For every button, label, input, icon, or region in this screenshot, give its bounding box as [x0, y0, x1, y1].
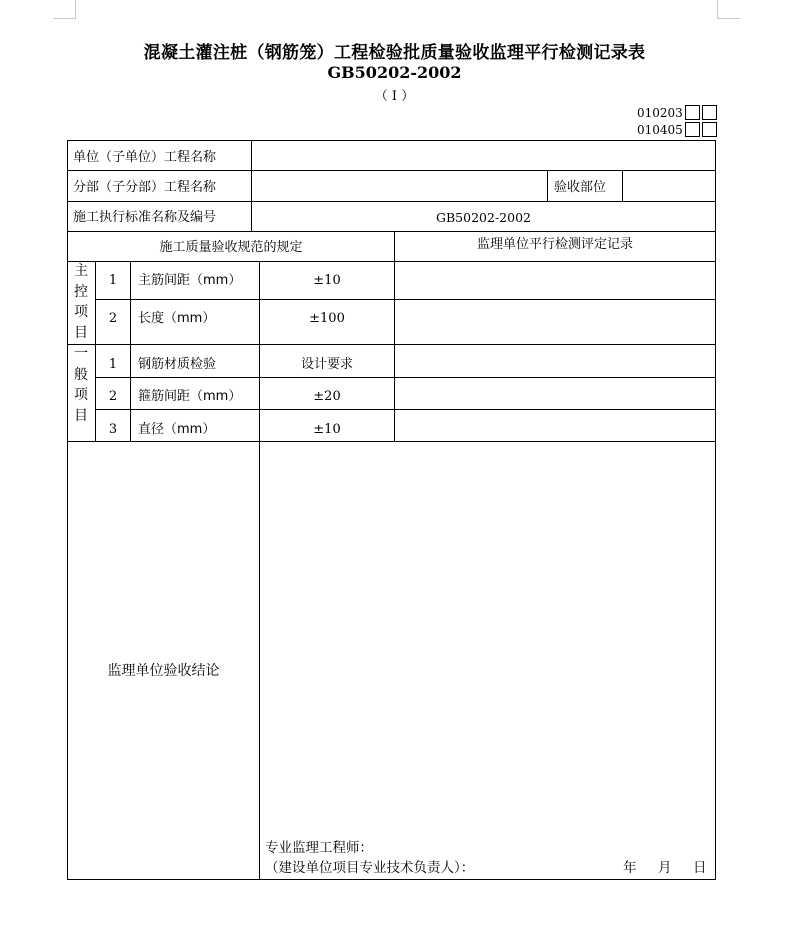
general-item-name: 直径（mm）	[138, 422, 216, 437]
crop-mark-top-left	[53, 0, 76, 19]
code-box[interactable]	[702, 105, 717, 120]
general-item-spec: ±20	[313, 389, 341, 404]
standard-label: 施工执行标准名称及编号	[73, 210, 217, 225]
date-month: 月	[658, 860, 672, 876]
record-column-header: 监理单位平行检测评定记录	[476, 237, 633, 252]
engineer-label: 专业监理工程师：	[265, 840, 373, 856]
main-item-name: 长度（mm）	[138, 311, 216, 326]
general-item-spec: ±10	[313, 422, 341, 437]
owner-label: （建设单位项目专业技术负责人）：	[265, 860, 475, 876]
general-items-group-label: 一 般 项 目	[74, 346, 88, 424]
roman-numeral: （ I ）	[374, 89, 415, 104]
sub-project-label: 分部（子分部）工程名称	[73, 180, 217, 195]
code-row-1	[637, 104, 717, 121]
code-box[interactable]	[702, 122, 717, 137]
main-item-spec: ±10	[313, 273, 341, 288]
form-code: 010405	[637, 122, 683, 137]
document-title: 混凝土灌注桩（钢筋笼）工程检验批质量验收监理平行检测记录表	[143, 43, 646, 63]
general-item-name: 钢筋材质检验	[138, 357, 217, 372]
unit-project-field[interactable]	[252, 141, 714, 170]
date-year: 年	[623, 860, 637, 876]
general-item-no: 2	[108, 389, 118, 404]
general-item-spec: 设计要求	[300, 357, 353, 372]
general-item-record-field[interactable]	[395, 410, 715, 441]
main-item-no: 2	[108, 311, 118, 326]
main-item-name: 主筋间距（mm）	[138, 273, 242, 288]
acceptance-part-label: 验收部位	[554, 180, 607, 195]
main-item-record-field[interactable]	[395, 300, 715, 344]
date-day: 日	[693, 860, 707, 876]
acceptance-part-field[interactable]	[623, 171, 715, 201]
main-items-group-label: 主 控 项 目	[74, 263, 88, 341]
main-item-record-field[interactable]	[395, 262, 715, 299]
code-row-2	[637, 121, 717, 138]
spec-column-header: 施工质量验收规范的规定	[159, 240, 303, 255]
general-item-no: 3	[108, 422, 118, 437]
general-item-record-field[interactable]	[395, 378, 715, 409]
code-box[interactable]	[685, 122, 700, 137]
sub-project-field[interactable]	[252, 171, 547, 201]
conclusion-label: 监理单位验收结论	[107, 663, 220, 679]
code-box[interactable]	[685, 105, 700, 120]
standard-value: GB50202-2002	[436, 210, 531, 225]
main-item-spec: ±100	[309, 311, 345, 326]
general-item-no: 1	[108, 357, 118, 372]
general-item-record-field[interactable]	[395, 345, 715, 377]
conclusion-field[interactable]	[260, 442, 715, 832]
main-item-no: 1	[108, 273, 118, 288]
form-code: 010203	[637, 105, 683, 120]
unit-project-label: 单位（子单位）工程名称	[73, 150, 217, 165]
crop-mark-top-right	[717, 0, 740, 19]
general-item-name: 箍筋间距（mm）	[138, 389, 242, 404]
standard-code-heading: GB50202-2002	[327, 63, 462, 82]
